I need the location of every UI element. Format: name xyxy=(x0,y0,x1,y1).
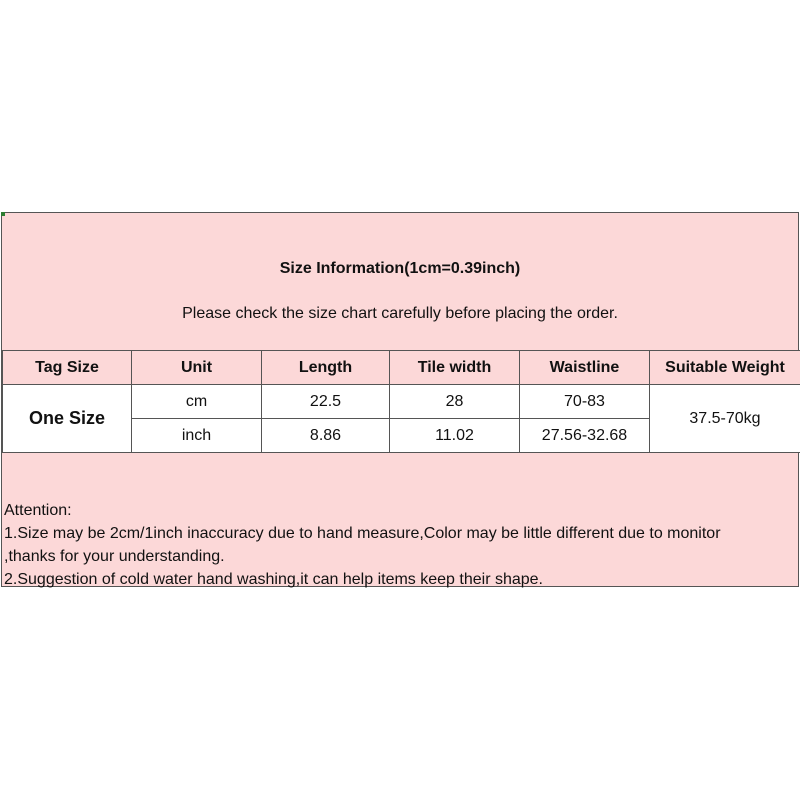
header-unit: Unit xyxy=(132,351,262,385)
waistline-cell: 70-83 xyxy=(520,385,650,419)
page-title: Size Information(1cm=0.39inch) xyxy=(279,260,521,277)
waistline-cell: 27.56-32.68 xyxy=(520,419,650,453)
unit-cell: cm xyxy=(132,385,262,419)
attention-heading: Attention: xyxy=(4,502,72,519)
length-cell: 22.5 xyxy=(262,385,390,419)
unit-cell: inch xyxy=(132,419,262,453)
attention-line: 1.Size may be 2cm/1inch inaccuracy due to hand measure,Color may be little different due to monitor xyxy=(4,525,721,542)
header-length: Length xyxy=(262,351,390,385)
page-subtitle: Please check the size chart carefully before placing the order. xyxy=(182,305,618,322)
header-tag-size: Tag Size xyxy=(3,351,132,385)
size-info-panel xyxy=(1,212,799,587)
attention-line: 2.Suggestion of cold water hand washing,it can help items keep their shape. xyxy=(4,571,543,588)
table-row xyxy=(3,385,800,419)
suitable-weight-cell: 37.5-70kg xyxy=(650,385,800,453)
attention-line: ,thanks for your understanding. xyxy=(4,548,225,565)
size-table xyxy=(2,350,800,453)
corner-marker xyxy=(1,212,5,216)
attention-notes xyxy=(4,499,794,591)
tag-size-cell: One Size xyxy=(3,385,132,453)
header-waistline: Waistline xyxy=(520,351,650,385)
header-suitable-weight: Suitable Weight xyxy=(650,351,800,385)
tile-width-cell: 28 xyxy=(390,385,520,419)
header-tile-width: Tile width xyxy=(390,351,520,385)
table-header-row xyxy=(3,351,800,385)
length-cell: 8.86 xyxy=(262,419,390,453)
tile-width-cell: 11.02 xyxy=(390,419,520,453)
